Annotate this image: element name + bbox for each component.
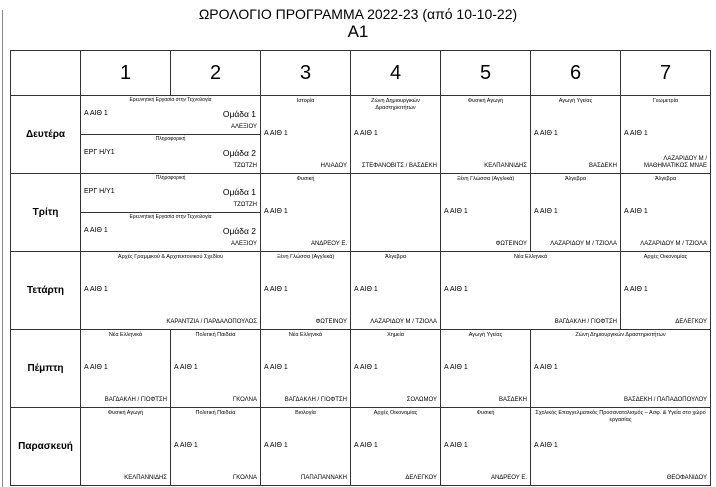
lesson-subject: Νέα Ελληνικά — [513, 254, 548, 260]
lesson-cell — [261, 330, 351, 408]
lesson-subject: Γεωμετρία — [652, 98, 679, 104]
lesson-cell — [81, 330, 171, 408]
lesson-cell — [171, 408, 261, 486]
lesson-classroom: Α ΑΙΘ 1 — [444, 286, 468, 293]
lesson-subject: Αγωγή Υγείας — [468, 332, 503, 338]
lesson-cell — [261, 174, 351, 252]
lesson-cell — [531, 174, 621, 252]
lesson-subject: Ξένη Γλώσσα (Αγγλικά) — [456, 176, 515, 182]
day-row-wednesday — [11, 252, 711, 330]
lesson-cell — [351, 330, 441, 408]
lesson-teacher: ΒΑΓΔΑΚΛΗ / ΓΙΟΦΤΣΗ — [554, 319, 617, 325]
lesson-subject: Ιστορία — [296, 98, 315, 104]
lesson-subject: Φυσική Αγωγή — [107, 410, 144, 416]
lesson-cell — [621, 174, 711, 252]
lesson-subject: Πολιτική Παιδεία — [195, 410, 236, 416]
header-row — [11, 51, 711, 96]
class-title: Α1 — [347, 22, 369, 41]
lesson-subject: Ερευνητική Εργασία στην Τεχνολογία — [129, 97, 212, 103]
lesson-classroom: Α ΑΙΘ 1 — [264, 130, 288, 137]
lesson-classroom: Α ΑΙΘ 1 — [444, 208, 468, 215]
lesson-cell — [171, 330, 261, 408]
lesson-classroom: Α ΑΙΘ 1 — [84, 286, 108, 293]
lesson-teacher: ΛΑΖΑΡΙΔΟΥ Μ / ΜΑΘΗΜΑΤΙΚΟΣ ΜΝΑΕ — [644, 156, 707, 169]
group-1-lesson — [81, 96, 260, 134]
lesson-subject: Χημεία — [387, 332, 404, 338]
lesson-classroom: Α ΑΙΘ 1 — [174, 442, 198, 449]
lesson-subject: Άλγεβρα — [384, 254, 407, 260]
lesson-classroom: Α ΑΙΘ 1 — [624, 130, 648, 137]
lesson-classroom: Α ΑΙΘ 1 — [264, 208, 288, 215]
lesson-subject: Πληροφορική — [155, 136, 186, 142]
double-lesson-cell — [531, 330, 711, 408]
double-lesson-cell — [531, 408, 711, 486]
lesson-teacher: ΣΟΛΩΜΟΥ — [406, 397, 437, 403]
lesson-subject: Πληροφορική — [155, 175, 186, 181]
lesson-subject: Αρχές Οικονομίας — [373, 410, 418, 416]
lesson-teacher: ΒΑΣΔΕΚΗ / ΠΑΠΑΔΟΠΟΥΛΟΥ — [624, 397, 707, 403]
lesson-teacher: ΠΑΠΑΠΑΝΝΑΚΗ — [300, 475, 347, 481]
empty-lesson-cell — [351, 174, 441, 252]
page-title: ΩΡΟΛΟΓΙΟ ΠΡΟΓΡΑΜΜΑ 2022-23 (από 10-10-22) — [198, 6, 518, 22]
lesson-cell — [441, 330, 531, 408]
lesson-teacher: ΦΩΤΕΙΝΟΥ — [495, 241, 527, 247]
day-row-friday — [11, 408, 711, 486]
period-header: 3 — [261, 51, 351, 96]
period-header: 4 — [351, 51, 441, 96]
lesson-subject: Πολιτική Παιδεία — [195, 332, 236, 338]
lesson-classroom: Α ΑΙΘ 1 — [354, 442, 378, 449]
period-header: 2 — [171, 51, 261, 96]
lesson-cell — [621, 96, 711, 174]
lesson-subject: Ξένη Γλώσσα (Αγγλικά) — [276, 254, 335, 260]
day-name: Τετάρτη — [11, 252, 81, 330]
lesson-classroom: Α ΑΙΘ 1 — [624, 208, 648, 215]
lesson-teacher: ΛΑΖΑΡΙΔΟΥ Μ / ΤΖΙΟΛΑ — [640, 241, 707, 247]
lesson-cell — [441, 96, 531, 174]
lesson-cell — [351, 252, 441, 330]
lesson-cell — [621, 252, 711, 330]
lesson-teacher: ΦΩΤΕΙΝΟΥ — [315, 319, 347, 325]
lesson-classroom: Α ΑΙΘ 1 — [84, 364, 108, 371]
lesson-classroom: Α ΑΙΘ 1 — [624, 286, 648, 293]
lesson-subject: Ερευνητική Εργασία στην Τεχνολογία — [129, 214, 212, 220]
lesson-teacher: ΑΝΔΡΕΟΥ Ε. — [490, 475, 527, 481]
lesson-classroom: Α ΑΙΘ 1 — [264, 286, 288, 293]
group-2-lesson — [81, 135, 260, 173]
page-edge-line — [2, 10, 3, 487]
lesson-subject: Φυσική — [476, 410, 495, 416]
lesson-teacher: ΓΚΟΛΝΑ — [232, 397, 257, 403]
lesson-cell — [261, 96, 351, 174]
lesson-cell — [351, 408, 441, 486]
lesson-cell — [261, 408, 351, 486]
lesson-subject: Νέα Ελληνικά — [108, 332, 143, 338]
group-2-lesson — [81, 213, 260, 251]
day-row-thursday — [11, 330, 711, 408]
lesson-teacher: ΤΖΩΤΖΗ — [233, 202, 257, 208]
lesson-group: Ομάδα 1 — [222, 109, 256, 119]
lesson-subject: Αγωγή Υγείας — [558, 98, 593, 104]
lesson-subject: Σχολικός Επαγγελματικός Προσανατολισμός – Ασφ. & Υγεία στο χώρο εργασίας — [535, 410, 706, 423]
day-row-monday — [11, 96, 711, 174]
day-row-tuesday — [11, 174, 711, 252]
lesson-subject: Ζώνη Δημιουργικών Δραστηριοτήτων — [575, 332, 666, 338]
lesson-classroom: Α ΑΙΘ 1 — [354, 286, 378, 293]
timetable — [10, 50, 711, 486]
lesson-teacher: ΤΖΩΤΖΗ — [233, 163, 257, 169]
lesson-subject: Φυσική — [296, 176, 315, 182]
lesson-subject: Ζώνη Δημιουργικών Δραστηριοτήτων — [371, 98, 420, 111]
lesson-classroom: Α ΑΙΘ 1 — [84, 110, 108, 117]
lesson-group: Ομάδα 2 — [222, 226, 256, 236]
period-header: 6 — [531, 51, 621, 96]
lesson-classroom: Α ΑΙΘ 1 — [444, 442, 468, 449]
double-lesson-cell — [441, 252, 621, 330]
lesson-classroom: Α ΑΙΘ 1 — [264, 442, 288, 449]
lesson-teacher: ΒΑΓΔΑΚΛΗ / ΓΙΟΦΤΣΗ — [104, 397, 167, 403]
lesson-classroom: Α ΑΙΘ 1 — [534, 442, 558, 449]
lesson-subject: Αρχές Οικονομίας — [643, 254, 688, 260]
lesson-teacher: ΛΑΖΑΡΙΔΟΥ Μ / ΤΖΙΟΛΑ — [370, 319, 437, 325]
group-1-lesson — [81, 174, 260, 212]
lesson-cell — [351, 96, 441, 174]
lesson-cell — [441, 408, 531, 486]
lesson-classroom: Α ΑΙΘ 1 — [354, 130, 378, 137]
period-header: 5 — [441, 51, 531, 96]
double-lesson-cell — [81, 252, 261, 330]
lesson-classroom: Α ΑΙΘ 1 — [354, 364, 378, 371]
lesson-teacher: ΒΑΣΔΕΚΗ — [588, 163, 617, 169]
lesson-teacher: ΚΕΛΠΑΝΝΙΔΗΣ — [124, 475, 167, 481]
lesson-cell — [531, 96, 621, 174]
lesson-classroom: Α ΑΙΘ 1 — [534, 364, 558, 371]
corner-cell — [11, 51, 81, 96]
lesson-subject: Βιολογία — [295, 410, 316, 416]
lesson-teacher: ΗΛΙΑΔΟΥ — [320, 163, 347, 169]
lesson-classroom: Α ΑΙΘ 1 — [534, 208, 558, 215]
lesson-classroom: Α ΑΙΘ 1 — [444, 364, 468, 371]
split-lesson-cell — [81, 96, 261, 174]
lesson-subject: Αρχές Γραμμικού & Αρχιτεκτονικού Σχεδίου — [117, 254, 224, 260]
lesson-teacher: ΛΑΖΑΡΙΔΟΥ Μ / ΤΖΙΟΛΑ — [550, 241, 617, 247]
lesson-subject: Άλγεβρα — [654, 176, 677, 182]
day-name: Δευτέρα — [11, 96, 81, 174]
lesson-teacher: ΚΑΡΑΝΤΖΙΑ / ΠΑΡΔΑΛΟΠΟΥΛΟΣ — [166, 319, 257, 325]
lesson-cell — [441, 174, 531, 252]
lesson-cell — [261, 252, 351, 330]
lesson-teacher: ΒΑΣΔΕΚΗ — [498, 397, 527, 403]
period-header: 7 — [621, 51, 711, 96]
lesson-teacher: ΒΑΓΔΑΚΛΗ / ΓΙΟΦΤΣΗ — [284, 397, 347, 403]
lesson-teacher: ΑΝΔΡΕΟΥ Ε. — [310, 241, 347, 247]
lesson-subject: Φυσική Αγωγή — [467, 98, 504, 104]
split-lesson-cell — [81, 174, 261, 252]
lesson-subject: Νέα Ελληνικά — [288, 332, 323, 338]
lesson-subject: Άλγεβρα — [564, 176, 587, 182]
lesson-group: Ομάδα 2 — [222, 148, 256, 158]
lesson-classroom: Α ΑΙΘ 1 — [534, 130, 558, 137]
lesson-teacher: ΚΕΛΠΑΝΝΙΔΗΣ — [484, 163, 527, 169]
lesson-teacher: ΔΕΛΕΓΚΟΥ — [405, 475, 437, 481]
lesson-teacher: ΑΛΕΞΙΟΥ — [230, 241, 257, 247]
day-name: Παρασκευή — [11, 408, 81, 486]
lesson-cell — [81, 408, 171, 486]
day-name: Πέμπτη — [11, 330, 81, 408]
lesson-classroom: ΕΡΓ Η/Υ1 — [84, 149, 115, 156]
lesson-classroom: Α ΑΙΘ 1 — [84, 227, 108, 234]
day-name: Τρίτη — [11, 174, 81, 252]
lesson-classroom: Α ΑΙΘ 1 — [174, 364, 198, 371]
lesson-classroom: ΕΡΓ Η/Υ1 — [84, 188, 115, 195]
period-header: 1 — [81, 51, 171, 96]
lesson-teacher: ΔΕΛΕΓΚΟΥ — [675, 319, 707, 325]
lesson-classroom: Α ΑΙΘ 1 — [264, 364, 288, 371]
lesson-teacher: ΓΚΟΛΝΑ — [232, 475, 257, 481]
lesson-teacher: ΑΛΕΞΙΟΥ — [230, 124, 257, 130]
lesson-group: Ομάδα 1 — [222, 187, 256, 197]
lesson-teacher: ΘΕΟΦΑΝΙΔΟΥ — [666, 475, 707, 481]
lesson-teacher: ΣΤΕΦΑΝΟΒΙΤΣ / ΒΑΣΔΕΚΗ — [361, 163, 437, 169]
